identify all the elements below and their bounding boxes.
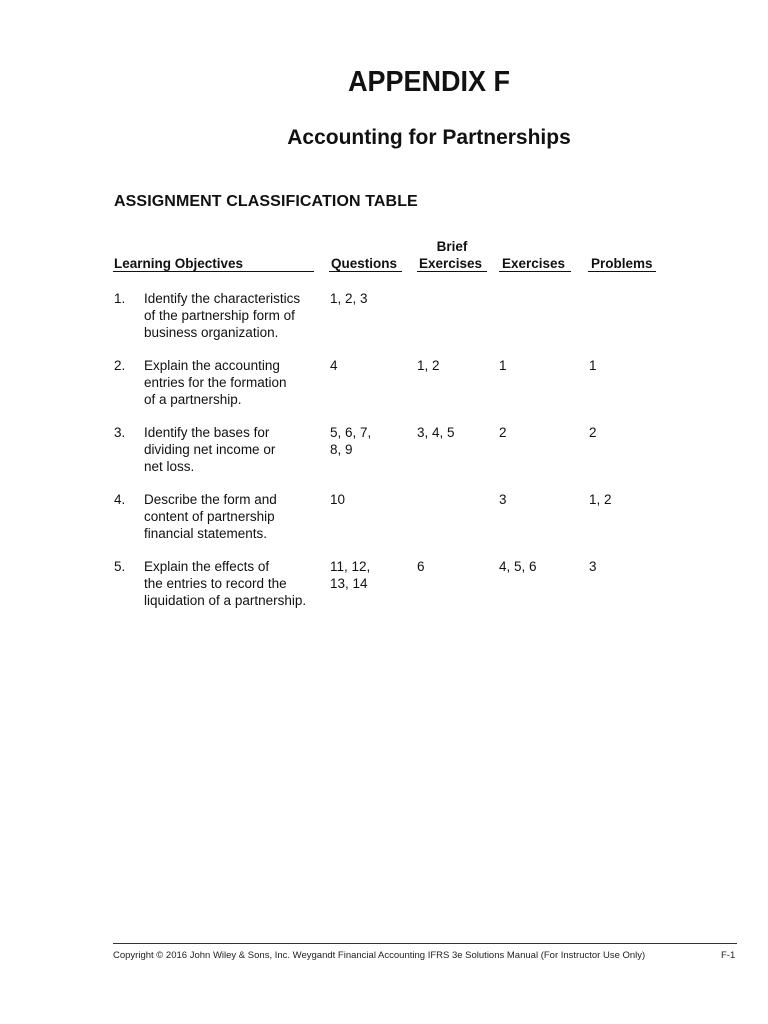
objective-line: net loss. [144,459,195,474]
objective-line: of a partnership. [144,392,242,407]
questions-cell: 8, 9 [330,442,353,457]
problems-cell: 2 [589,425,597,440]
row-number: 2. [114,358,126,373]
objective-line: Identify the characteristics [144,291,301,306]
exercises-cell: 3 [499,492,507,507]
row-number: 1. [114,291,126,306]
header-brief: Brief [436,239,468,254]
objective-line: Explain the effects of [144,559,270,574]
problems-cell: 3 [589,559,597,574]
header-problems: Problems [591,256,653,271]
exercises-cell: 4, 5, 6 [499,559,537,574]
header-questions: Questions [331,256,398,271]
header-underline [588,271,656,272]
exercises-cell: 2 [499,425,507,440]
row-number: 3. [114,425,126,440]
header-underline [417,271,487,272]
objective-line: of the partnership form of [144,308,295,323]
header-brief-exercises: Exercises [419,256,483,271]
questions-cell: 5, 6, 7, [330,425,372,440]
section-title: ASSIGNMENT CLASSIFICATION TABLE [114,193,418,210]
problems-cell: 1, 2 [589,492,612,507]
exercises-cell: 1 [499,358,507,373]
header-underline [329,271,402,272]
appendix-title: APPENDIX F [348,66,510,98]
objective-line: Explain the accounting [144,358,280,373]
objective-line: dividing net income or [144,442,276,457]
footer-rule [113,943,737,944]
header-exercises: Exercises [502,256,566,271]
row-number: 4. [114,492,126,507]
questions-cell: 13, 14 [330,576,368,591]
brief-exercises-cell: 3, 4, 5 [417,425,455,440]
objective-line: liquidation of a partnership. [144,593,307,608]
page-number: F-1 [721,950,736,961]
questions-cell: 4 [330,358,338,373]
objective-line: the entries to record the [144,576,287,591]
header-underline [499,271,571,272]
header-underline [113,271,314,272]
objective-line: financial statements. [144,526,268,541]
objective-line: Identify the bases for [144,425,270,440]
brief-exercises-cell: 1, 2 [417,358,440,373]
row-number: 5. [114,559,126,574]
questions-cell: 10 [330,492,346,507]
brief-exercises-cell: 6 [417,559,425,574]
problems-cell: 1 [589,358,597,373]
objective-line: Describe the form and [144,492,277,507]
questions-cell: 1, 2, 3 [330,291,368,306]
objective-line: entries for the formation [144,375,287,390]
questions-cell: 11, 12, [330,559,371,574]
chapter-title: Accounting for Partnerships [287,126,571,149]
footer-copyright: Copyright © 2016 John Wiley & Sons, Inc. Weygandt Financial Accounting IFRS 3e Solutions Manual (For Instructor Use Only) [113,950,646,961]
header-learning-objectives: Learning Objectives [114,256,244,271]
objective-line: content of partnership [144,509,275,524]
objective-line: business organization. [144,325,279,340]
